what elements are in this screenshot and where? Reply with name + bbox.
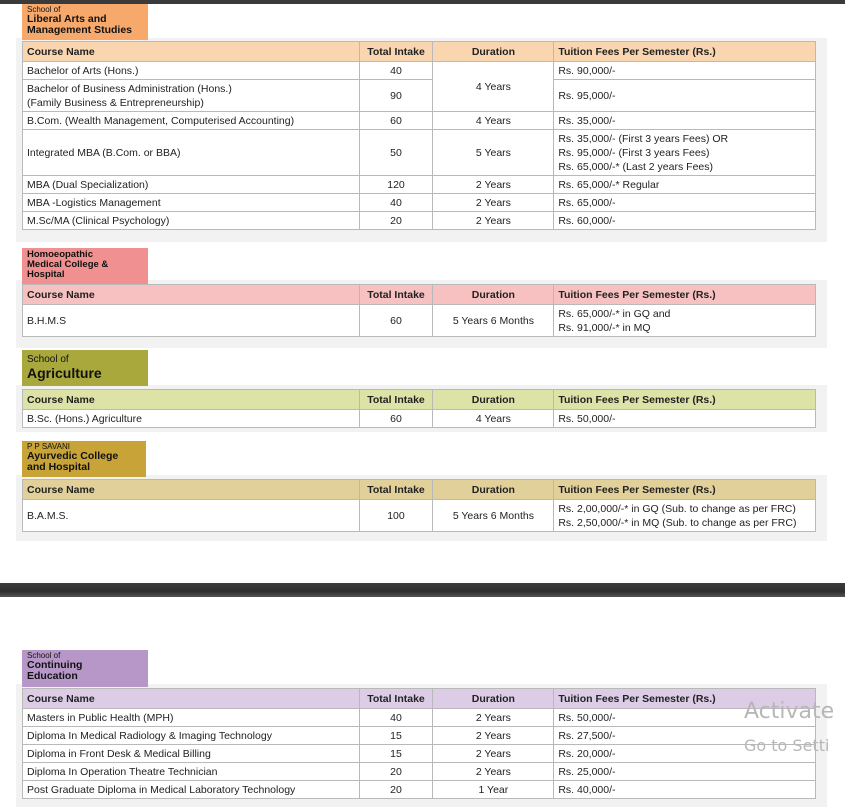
- continuing-tag: [22, 650, 148, 687]
- intake-cell: 40: [359, 194, 433, 212]
- course-cell: MBA (Dual Specialization): [23, 176, 360, 194]
- table-row: [23, 745, 816, 763]
- fees-line: Rs. 2,50,000/-* in MQ (Sub. to change as per FRC): [558, 516, 797, 529]
- fees-cell: Rs. 35,000/-: [554, 112, 816, 130]
- table-row: [23, 305, 816, 337]
- header-fees: Tuition Fees Per Semester (Rs.): [554, 480, 816, 500]
- section-divider: [0, 583, 845, 597]
- agriculture-table: [22, 389, 816, 428]
- tag-line: School of: [27, 354, 69, 365]
- tag-line: Education: [27, 670, 78, 683]
- tag-line: P P SAVANI: [27, 442, 70, 451]
- course-line: Bachelor of Business Administration (Hons.): [27, 82, 232, 95]
- header-intake: Total Intake: [359, 689, 433, 709]
- header-course: Course Name: [23, 480, 360, 500]
- intake-cell: 40: [359, 709, 433, 727]
- table-header-row: [23, 480, 816, 500]
- course-cell: Masters in Public Health (MPH): [23, 709, 360, 727]
- fees-cell: Rs. 27,500/-: [554, 727, 816, 745]
- tag-line: Liberal Arts and: [27, 13, 107, 26]
- liberal-arts-tag: [22, 4, 148, 40]
- course-cell: Integrated MBA (B.Com. or BBA): [23, 130, 360, 176]
- header-fees: Tuition Fees Per Semester (Rs.): [554, 42, 816, 62]
- duration-cell: 4 Years: [433, 410, 554, 428]
- intake-cell: 60: [359, 410, 433, 428]
- fees-cell: Rs. 50,000/-: [554, 709, 816, 727]
- table-row: [23, 763, 816, 781]
- table-row: [23, 130, 816, 176]
- course-cell: M.Sc/MA (Clinical Psychology): [23, 212, 360, 230]
- agriculture-tag: [22, 350, 148, 386]
- header-course: Course Name: [23, 689, 360, 709]
- fees-cell: Rs. 25,000/-: [554, 763, 816, 781]
- fees-cell: [554, 130, 816, 176]
- header-intake: Total Intake: [359, 390, 433, 410]
- fees-line: Rs. 65,000/-* in GQ and: [558, 307, 671, 320]
- continuing-table: [22, 688, 816, 799]
- header-fees: Tuition Fees Per Semester (Rs.): [554, 390, 816, 410]
- fees-line: Rs. 91,000/-* in MQ: [558, 321, 651, 334]
- course-cell: Diploma in Front Desk & Medical Billing: [23, 745, 360, 763]
- tag-line: Ayurvedic College: [27, 450, 119, 463]
- duration-cell: 2 Years: [433, 709, 554, 727]
- fees-cell: Rs. 40,000/-: [554, 781, 816, 799]
- course-cell: [23, 80, 360, 112]
- header-course: Course Name: [23, 285, 360, 305]
- fees-cell: [554, 305, 816, 337]
- table-row: [23, 62, 816, 80]
- intake-cell: 15: [359, 745, 433, 763]
- intake-cell: 40: [359, 62, 433, 80]
- ayurvedic-tag: [22, 441, 146, 477]
- ayurvedic-table: [22, 479, 816, 532]
- table-row: [23, 709, 816, 727]
- course-cell: Bachelor of Arts (Hons.): [23, 62, 360, 80]
- intake-cell: 20: [359, 763, 433, 781]
- header-intake: Total Intake: [359, 480, 433, 500]
- fees-cell: Rs. 60,000/-: [554, 212, 816, 230]
- activation-watermark: Activate: [744, 699, 835, 724]
- homoeopathic-tag: [22, 248, 148, 284]
- fees-cell: [554, 500, 816, 532]
- tag-line: Homoeopathic: [27, 249, 93, 260]
- duration-cell: 2 Years: [433, 763, 554, 781]
- table-row: [23, 410, 816, 428]
- course-cell: B.Com. (Wealth Management, Computerised Accounting): [23, 112, 360, 130]
- table-row: [23, 80, 816, 112]
- duration-cell: 2 Years: [433, 176, 554, 194]
- course-cell: MBA -Logistics Management: [23, 194, 360, 212]
- fees-cell: Rs. 95,000/-: [554, 80, 816, 112]
- duration-cell: 1 Year: [433, 781, 554, 799]
- header-intake: Total Intake: [359, 42, 433, 62]
- fees-line: Rs. 35,000/- (First 3 years Fees) OR: [558, 132, 729, 145]
- table-row: [23, 212, 816, 230]
- fees-cell: Rs. 50,000/-: [554, 410, 816, 428]
- tag-line: Hospital: [27, 268, 65, 280]
- header-course: Course Name: [23, 390, 360, 410]
- course-cell: Diploma In Operation Theatre Technician: [23, 763, 360, 781]
- course-cell: B.H.M.S: [23, 305, 360, 337]
- intake-cell: 20: [359, 781, 433, 799]
- activation-watermark-settings: Go to Setti: [744, 736, 830, 755]
- header-fees: Tuition Fees Per Semester (Rs.): [554, 285, 816, 305]
- course-cell: B.Sc. (Hons.) Agriculture: [23, 410, 360, 428]
- table-row: [23, 500, 816, 532]
- intake-cell: 60: [359, 112, 433, 130]
- duration-cell: 2 Years: [433, 727, 554, 745]
- duration-cell: 2 Years: [433, 212, 554, 230]
- header-duration: Duration: [433, 390, 554, 410]
- intake-cell: 100: [359, 500, 433, 532]
- tag-line: School of: [27, 5, 61, 14]
- duration-cell: 2 Years: [433, 194, 554, 212]
- duration-cell: 5 Years 6 Months: [433, 305, 554, 337]
- table-row: [23, 176, 816, 194]
- intake-cell: 50: [359, 130, 433, 176]
- fees-cell: Rs. 65,000/-: [554, 194, 816, 212]
- header-fees: Tuition Fees Per Semester (Rs.): [554, 689, 816, 709]
- liberal-arts-table: [22, 41, 816, 230]
- header-duration: Duration: [433, 42, 554, 62]
- course-cell: Post Graduate Diploma in Medical Laboratory Technology: [23, 781, 360, 799]
- fees-line: Rs. 95,000/- (First 3 years Fees): [558, 146, 710, 159]
- course-cell: B.A.M.S.: [23, 500, 360, 532]
- course-line: (Family Business & Entrepreneurship): [27, 96, 204, 109]
- tag-line: and Hospital: [27, 461, 91, 474]
- header-duration: Duration: [433, 480, 554, 500]
- fees-cell: Rs. 90,000/-: [554, 62, 816, 80]
- header-intake: Total Intake: [359, 285, 433, 305]
- duration-cell: 4 Years: [433, 112, 554, 130]
- tag-line: Medical College &: [27, 258, 109, 270]
- table-row: [23, 112, 816, 130]
- table-row: [23, 727, 816, 745]
- tag-line: Continuing: [27, 659, 83, 672]
- intake-cell: 120: [359, 176, 433, 194]
- fees-line: Rs. 2,00,000/-* in GQ (Sub. to change as per FRC): [558, 502, 796, 515]
- table-row: [23, 781, 816, 799]
- header-duration: Duration: [433, 285, 554, 305]
- course-cell: Diploma In Medical Radiology & Imaging Technology: [23, 727, 360, 745]
- duration-cell: 4 Years: [433, 62, 554, 112]
- table-header-row: [23, 42, 816, 62]
- duration-cell: 5 Years: [433, 130, 554, 176]
- table-header-row: [23, 689, 816, 709]
- tag-line: Agriculture: [27, 364, 102, 381]
- tag-line: School of: [27, 651, 61, 660]
- duration-cell: 2 Years: [433, 745, 554, 763]
- tag-line: Management Studies: [27, 24, 133, 37]
- intake-cell: 15: [359, 727, 433, 745]
- header-course: Course Name: [23, 42, 360, 62]
- fees-cell: Rs. 65,000/-* Regular: [554, 176, 816, 194]
- duration-cell: 5 Years 6 Months: [433, 500, 554, 532]
- intake-cell: 90: [359, 80, 433, 112]
- homoeopathic-table: [22, 284, 816, 337]
- table-header-row: [23, 285, 816, 305]
- fees-line: Rs. 65,000/-* (Last 2 years Fees): [558, 160, 713, 173]
- table-header-row: [23, 390, 816, 410]
- fees-cell: Rs. 20,000/-: [554, 745, 816, 763]
- intake-cell: 60: [359, 305, 433, 337]
- table-row: [23, 194, 816, 212]
- intake-cell: 20: [359, 212, 433, 230]
- header-duration: Duration: [433, 689, 554, 709]
